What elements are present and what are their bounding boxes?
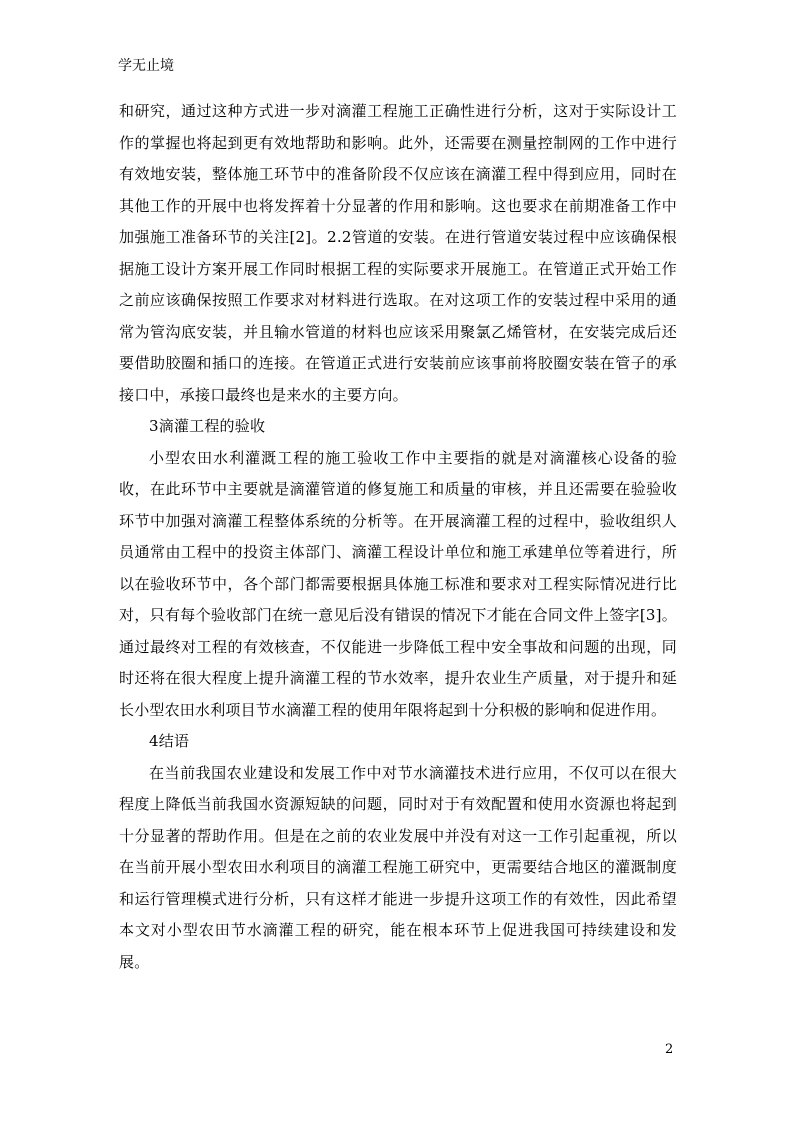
page-number: 2: [665, 1042, 674, 1057]
section-heading-conclusion: 4结语: [149, 732, 190, 750]
section-heading-acceptance: 3滴灌工程的验收: [149, 417, 266, 435]
page-header: 学无止境: [118, 58, 174, 74]
paragraph-acceptance: 小型农田水利灌溉工程的施工验收工作中主要指的就是对滴灌核心设备的验收，在此环节中主要就是滴灌管道的修复施工和质量的审核，并且还需要在验验收环节中加强对滴灌工程整体系统的分析等。在开展滴灌工程的过程中，验收组织人员通常由工程中的投资主体部门、滴灌工程设计单位和施工承建单位等着进行，所以在验收环节中，各个部门都需要根据具体施工标准和要求对工程实际情况进行比对，只有每个验收部门在统一意见后没有错误的情况下才能在合同文件上签字[3]。通过最终对工程的有效核查，不仅能进一步降低工程中安全事故和问题的出现，同时还将在很大程度上提升滴灌工程的节水效率，提升农业生产质量，对于提升和延长小型农田水利项目节水滴灌工程的使用年限将起到十分积极的影响和促进作用。: [119, 448, 677, 719]
paragraph-conclusion: 在当前我国农业建设和发展工作中对节水滴灌技术进行应用，不仅可以在很大程度上降低当前我国水资源短缺的问题，同时对于有效配置和使用水资源也将起到十分显著的帮助作用。但是在之前的农业发展中并没有对这一工作引起重视，所以在当前开展小型农田水利项目的滴灌工程施工研究中，更需要结合地区的灌溉制度和运行管理模式进行分析，只有这样才能进一步提升这项工作的有效性，因此希望本文对小型农田节水滴灌工程的研究，能在根本环节上促进我国可持续建设和发展。: [119, 763, 677, 971]
document-body: [119, 96, 677, 978]
paragraph-pipe-installation: 和研究，通过这种方式进一步对滴灌工程施工正确性进行分析，这对于实际设计工作的掌握也将起到更有效地帮助和影响。此外，还需要在测量控制网的工作中进行有效地安装，整体施工环节中的准备阶段不仅应该在滴灌工程中得到应用，同时在其他工作的开展中也将发挥着十分显著的作用和影响。这也要求在前期准备工作中加强施工准备环节的关注[2]。2.2管道的安装。在进行管道安装过程中应该确保根据施工设计方案开展工作同时根据工程的实际要求开展施工。在管道正式开始工作之前应该确保按照工作要求对材料进行选取。在对这项工作的安装过程中采用的通常为管沟底安装，并且输水管道的材料也应该采用聚氯乙烯管材，在安装完成后还要借助胶圈和插口的连接。在管道正式进行安装前应该事前将胶圈安装在管子的承接口中，承接口最终也是来水的主要方向。: [119, 102, 677, 404]
